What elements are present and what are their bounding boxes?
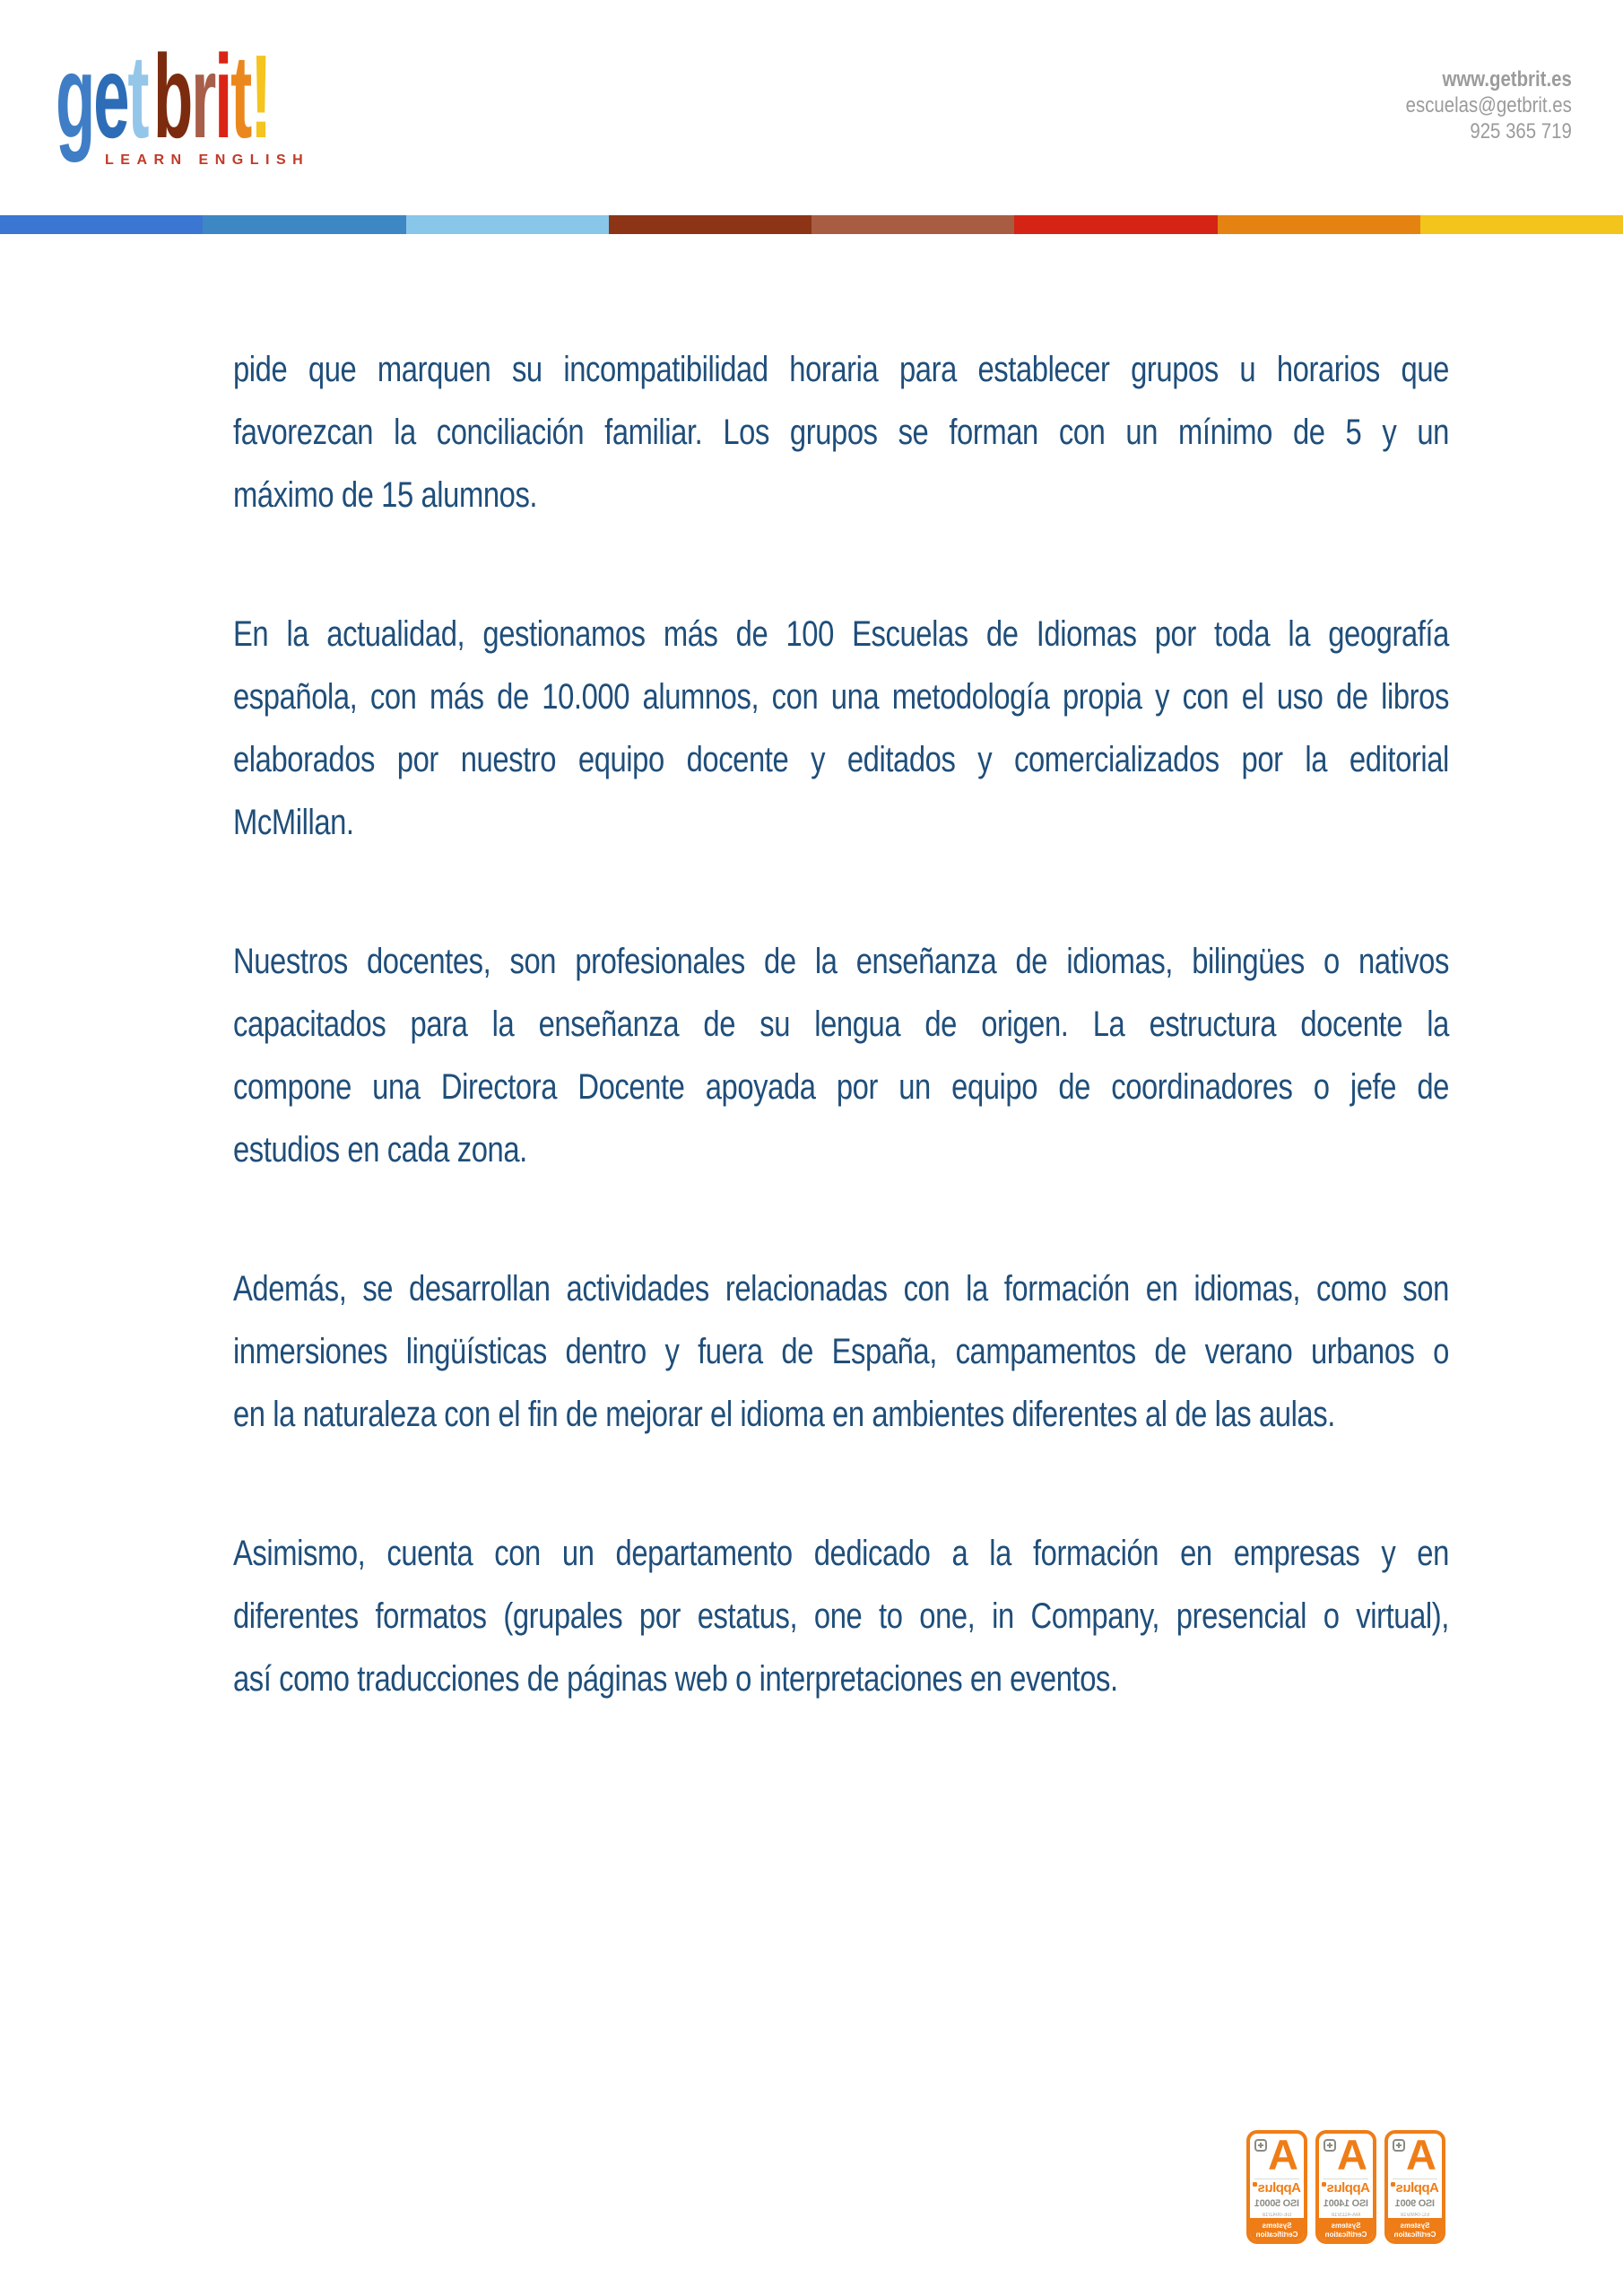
systems-certification-band: Systems Certification	[1388, 2218, 1442, 2240]
stripe-segment	[1014, 215, 1217, 234]
iso-label: ISO 14001	[1324, 2198, 1368, 2209]
text-line: Nuestros docentes, son profesionales de la enseñanza de idiomas, bilingües o nativos	[233, 942, 1449, 981]
logo-letter: t	[230, 30, 251, 162]
website-text: www.getbrit.es	[1442, 67, 1572, 91]
text-line: estudios en cada zona.	[233, 1130, 527, 1170]
applus-reg-icon	[1322, 2182, 1326, 2187]
text-line: McMillan.	[233, 803, 354, 842]
stripe-segment	[406, 215, 609, 234]
logo-letter: g	[56, 30, 94, 162]
logo-letter: e	[93, 30, 128, 162]
getbrit-logo	[56, 30, 446, 168]
text-line: así como traducciones de páginas web o interpretaciones en eventos.	[233, 1659, 1118, 1699]
stripe-segment	[203, 215, 405, 234]
text-line: En la actualidad, gestionamos más de 100 Escuelas de Idiomas por toda la geografía	[233, 614, 1449, 654]
logo-letter: !	[250, 30, 271, 162]
logo-letter: i	[214, 30, 231, 162]
paragraph	[233, 603, 1449, 854]
logo-letter: r	[191, 30, 215, 162]
text-line: elaborados por nuestro equipo docente y editados y comercializados por la editorial	[233, 740, 1449, 779]
text-line: en la naturaleza con el fin de mejorar el idioma en ambientes diferentes al de las aulas.	[233, 1395, 1335, 1434]
certificate-code: MA-4115/18	[1331, 2213, 1361, 2218]
text-line: inmersiones lingüísticas dentro y fuera de España, campamentos de verano urbanos o	[233, 1332, 1449, 1371]
paragraph	[233, 930, 1449, 1181]
stripe-segment	[609, 215, 812, 234]
certificate-code: GE-0042/18	[1262, 2213, 1292, 2218]
applus-reg-icon	[1391, 2182, 1395, 2187]
applus-letter-a: A	[1337, 2131, 1367, 2179]
logo-letter: t	[127, 30, 148, 162]
applus-plus-icon	[1324, 2139, 1336, 2152]
iso-label: ISO 50001	[1254, 2198, 1299, 2209]
text-line: Asimismo, cuenta con un departamento dedicado a la formación en empresas y en	[233, 1534, 1449, 1573]
badge-iso-9001	[1384, 2130, 1445, 2244]
text-line: Además, se desarrollan actividades relacionadas con la formación en idiomas, como son	[233, 1269, 1449, 1309]
certificate-code: EC-0495/18	[1400, 2213, 1430, 2218]
stripe-segment	[0, 215, 203, 234]
systems-certification-band: Systems Certification	[1319, 2218, 1373, 2240]
certification-badges	[1246, 2130, 1445, 2244]
text-line: compone una Directora Docente apoyada por un equipo de coordinadores o jefe de	[233, 1067, 1449, 1107]
paragraph	[233, 1522, 1449, 1710]
applus-wordmark: Applus	[1319, 2180, 1373, 2196]
badge-iso-50001	[1246, 2130, 1307, 2244]
applus-wordmark: Applus	[1388, 2180, 1442, 2196]
stripe-segment	[1218, 215, 1420, 234]
text-line: favorezcan la conciliación familiar. Los grupos se forman con un mínimo de 5 y un	[233, 413, 1449, 452]
iso-label: ISO 9001	[1394, 2198, 1436, 2209]
applus-letter-a: A	[1268, 2131, 1298, 2179]
text-line: española, con más de 10.000 alumnos, con una metodología propia y con el uso de libros	[233, 677, 1449, 717]
phone-text: 925 365 719	[1470, 119, 1572, 144]
text-line: capacitados para la enseñanza de su lengua de origen. La estructura docente la	[233, 1004, 1449, 1044]
contact-block	[1406, 66, 1572, 144]
text-line: pide que marquen su incompatibilidad horaria para establecer grupos u horarios que	[233, 350, 1449, 389]
stripe-segment	[812, 215, 1014, 234]
logo-letter: b	[152, 30, 192, 162]
applus-reg-icon	[1253, 2182, 1257, 2187]
applus-letter-a: A	[1406, 2131, 1436, 2179]
badge-iso-14001	[1315, 2130, 1376, 2244]
email-text: escuelas@getbrit.es	[1405, 93, 1572, 117]
paragraph	[233, 338, 1449, 526]
applus-plus-icon	[1254, 2139, 1267, 2152]
text-line: máximo de 15 alumnos.	[233, 475, 538, 515]
applus-plus-icon	[1393, 2139, 1405, 2152]
document-body	[233, 338, 1449, 1787]
logo-tagline: LEARN ENGLISH	[105, 152, 310, 168]
divider-stripe	[0, 215, 1623, 234]
stripe-segment	[1420, 215, 1623, 234]
systems-certification-band: Systems Certification	[1250, 2218, 1304, 2240]
paragraph	[233, 1257, 1449, 1446]
applus-wordmark: Applus	[1250, 2180, 1304, 2196]
text-line: diferentes formatos (grupales por estatus, one to one, in Company, presencial o virtual),	[233, 1596, 1449, 1636]
